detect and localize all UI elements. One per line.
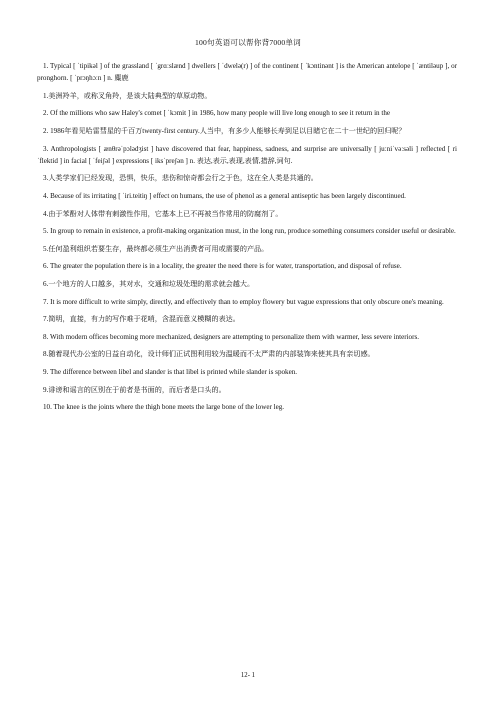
- paragraph-5-en: 5. In group to remain in existence, a profit-making organization must, in the long run, produce something consumers consider useful or desirable.: [43, 227, 456, 236]
- paragraph-7-zh: 7.简明，直接，有力的写作难于花哨，含混而意义模糊的表达。: [43, 315, 240, 324]
- paragraph-9-zh: 9.诽谤和谣言的区别在于前者是书面的，而后者是口头的。: [43, 385, 226, 394]
- paragraph-4-zh: 4.由于苯酚对人体带有刺激性作用，它基本上已不再被当作常用的防腐剂了。: [43, 209, 283, 218]
- paragraph-1-en: 1. Typical [ ˈtipikəl ] of the grassland [ ˈgrɑːslænd ] dwellers [ ˈdwelə(r) ] of the continent [ ˈkɔntinənt ] is the American antelope [ ˈæntiləup ], or pronghorn. [ ˈprɔŋhɔːn ] n. 麋鹿: [37, 62, 457, 83]
- paragraph-3-zh: 3.人类学家们已经发现，恐惧，快乐，悲伤和惊奇都会行之于色，这在全人类是共通的。: [43, 174, 318, 183]
- paragraph-7-en: 7. It is more difficult to write simply, directly, and effectively than to employ flowery but vague expressions that only obscure one's meaning.: [43, 297, 444, 306]
- paragraph-6-en: 6. The greater the population there is in a locality, the greater the need there is for water, transportation, and disposal of refuse.: [43, 262, 402, 271]
- paragraph-8-zh: 8.随着现代办公室的日益自动化，设计师们正试图利用较为温暖而不太严肃的内部装饰来使其具有亲切感。: [43, 350, 375, 359]
- paragraph-3-en: 3. Anthropologists [ ænθrəˈpɔlədʒist ] have discovered that fear, happiness, sadness, and surprise are universally [ juːniˈvəːsəli ] reflected [ riˈflektid ] in facial [ ˈfeiʃəl ] expressions [ iksˈpreʃən ] n. 表达,表示,表现,表情,措辞,词句.: [37, 144, 457, 165]
- paragraph-10-en: 10. The knee is the joints where the thigh bone meets the large bone of the lower leg.: [43, 403, 285, 412]
- paragraph-2-zh: 2. 1986年看见哈雷彗星的千百万twenty-first century.人当中，有多少人能够长寿到足以目睹它在二十一世纪的回归呢？: [43, 126, 406, 135]
- document-body: [37, 60, 457, 419]
- paragraph-6-zh: 6.一个地方的人口越多，其对水，交通和垃圾处理的需求就会越大。: [43, 279, 255, 288]
- paragraph-8-en: 8. With modern offices becoming more mechanized, designers are attempting to personalize them with warmer, less severe interiors.: [43, 332, 419, 341]
- paragraph-9-en: 9. The difference between libel and slander is that libel is printed while slander is spoken.: [43, 367, 298, 376]
- page-number: 12- 1: [240, 672, 256, 679]
- paragraph-5-zh: 5.任何盈利组织若要生存，最终都必须生产出消费者可用或需要的产品。: [43, 244, 269, 253]
- page-title: 100句英语可以帮你背7000单词: [195, 38, 301, 47]
- paragraph-2-en: 2. Of the millions who saw Haley's comet [ ˈkɔmit ] in 1986, how many people will live long enough to see it return in the: [43, 109, 391, 118]
- paragraph-4-en: 4. Because of its irritating [ ˈiri.teitiŋ ] effect on humans, the use of phenol as a general antiseptic has been largely discontinued.: [43, 191, 406, 200]
- paragraph-1-zh: 1.美洲羚羊，或称叉角羚，是该大陆典型的草原动物。: [43, 91, 212, 100]
